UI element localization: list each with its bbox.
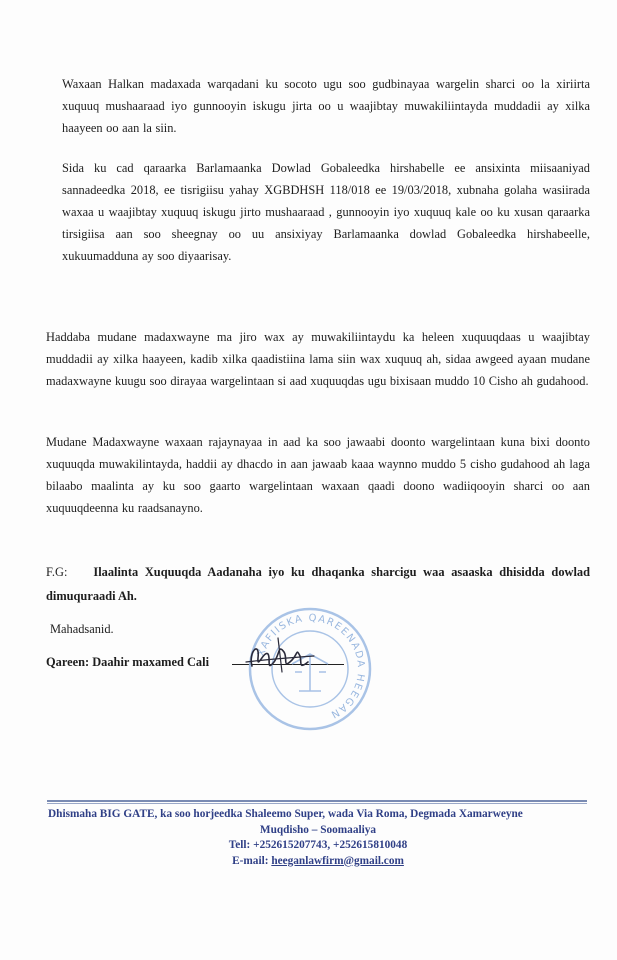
footer-email-label: E-mail:: [232, 854, 269, 867]
footer-email-row: [40, 854, 596, 870]
footer-phone: Tell: +252615207743, +252615810048: [228, 839, 408, 851]
footer-address: Dhismaha BIG GATE, ka soo horjeedka Shaleemo Super, wada Via Roma, Degmada Xamarweyne: [48, 808, 523, 820]
footer-divider: [47, 800, 587, 802]
paragraph-intro: Waxaan Halkan madaxada warqadani ku socoto ugu soo gudbinayaa wargelin sharci oo la xiriirta xuquuq mushaaraad iyo gunnooyin iskugu jirta oo u waajibtay muwakiliintayda muddadii ay xilka haayeen oo aan la siin.: [62, 77, 590, 135]
paragraph-deadline: Mudane Madaxwayne waxaan rajaynayaa in aad ka soo jawaabi doonto wargelintaan kuna bixi doonto xuquuqda muwakilintayda, haddii ay dhacdo in aan jawaab kaaa waynno muddo 5 cisho gudahood ah laga bilaabo maalinta ay ku soo gaarto wargelintaan waxaan qaadi doono wadiiqooyin sharci oo aan xuquuqdeenna ku raadsanayno.: [46, 435, 590, 515]
paragraph-budget-resolution: Sida ku cad qaraarka Barlamaanka Dowlad Gobaleedka hirshabelle ee ansixinta miisaaniyad sannadeedka 2018, ee tisrigiisu yahay XGBDHSH 118/018 ee 19/03/2018, xubnaha golaha wasiirada waxaa u waajibtay xuquuq iskugu jirto mushaaraad , gunnooyin iyo xuquuq kale oo ku xusan qaraarka tirsigiisa aan soo sheegnay oo uu ansixiyay Barlamaanka dowlad Gobaleedka hirshabeelle, xukuumadduna ay soo diyaarisay.: [62, 161, 590, 263]
closing-thanks: Mahadsanid.: [50, 622, 114, 636]
footer-city: Muqdisho – Soomaaliya: [259, 823, 377, 836]
stamp-text: XAFIISKA QAREENADA HEEGAN: [255, 612, 367, 721]
fg-text: Ilaalinta Xuquuqda Aadanaha iyo ku dhaqanka sharcigu waa asaaska dhisidda dowlad dimuquraadi Ah.: [46, 565, 590, 603]
letterhead-footer: [40, 807, 596, 869]
signer-name: Qareen: Daahir maxamed Cali: [46, 655, 210, 669]
signature-scribble: [238, 632, 318, 682]
footnote-fg: [46, 560, 590, 608]
fg-label: F.G:: [46, 565, 68, 579]
paragraph-demand: Haddaba mudane madaxwayne ma jiro wax ay muwakiliintaydu ka heleen xuquuqdaas u waajibtay muddadii ay xilka haayeen, kadib xilka qaadistiina lama siin wax xuquuq ah, sidaa awgeed ayaan mudane madaxwayne kuugu soo dirayaa wargelintaan si aad xuquuqdas ugu bixisaan muddo 10 Cisho ah gudahood.: [46, 330, 590, 388]
footer-email-link[interactable]: heeganlawfirm@gmail.com: [271, 854, 404, 867]
footer-divider-thin: [47, 803, 587, 804]
